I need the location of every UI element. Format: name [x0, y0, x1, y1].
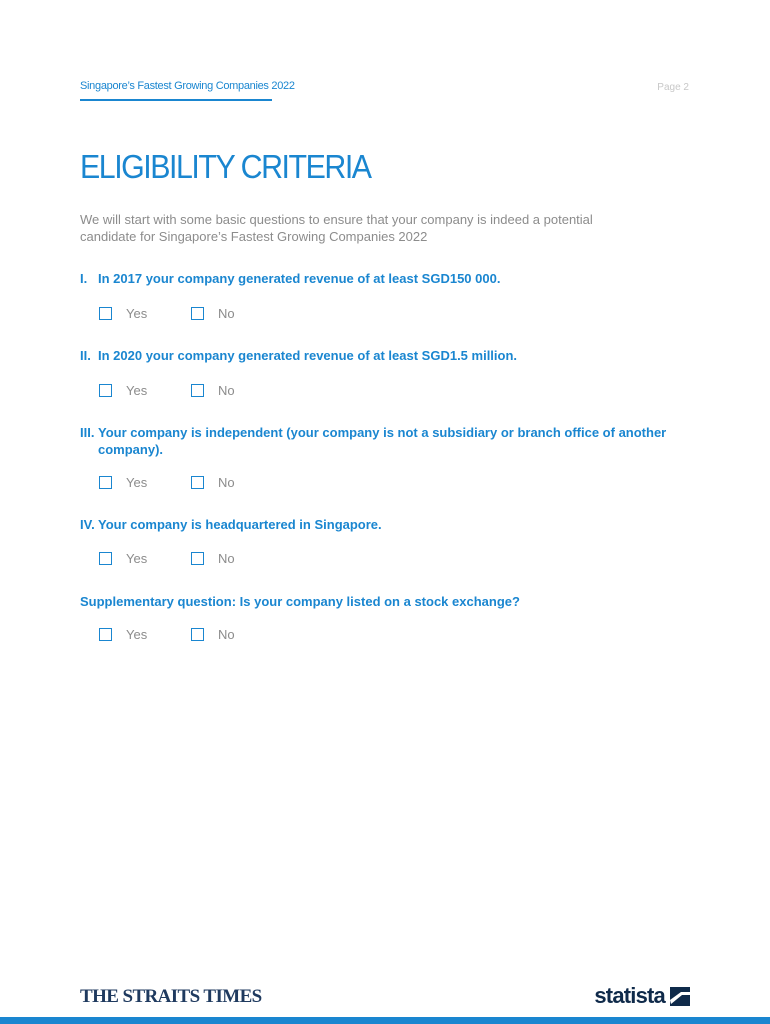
- option-label-yes: Yes: [126, 626, 148, 642]
- q2-no-option[interactable]: [191, 382, 235, 398]
- statista-logo: [594, 983, 690, 1009]
- q2-yes-option[interactable]: [99, 382, 147, 398]
- question-text: Your company is headquartered in Singapore.: [98, 517, 382, 532]
- question-text: Your company is independent (your company is not a subsidiary or branch office of another company).: [98, 425, 667, 457]
- question-2: [80, 347, 670, 364]
- option-label-yes: Yes: [126, 382, 148, 398]
- q1-yes-option[interactable]: [99, 305, 147, 321]
- option-label-no: No: [218, 550, 235, 566]
- option-label-yes: Yes: [126, 474, 148, 490]
- supplementary-question: [80, 593, 670, 610]
- q1-no-option[interactable]: [191, 305, 235, 321]
- question-number: III.: [80, 425, 95, 440]
- q2-no-checkbox[interactable]: [191, 384, 204, 397]
- q5-yes-option[interactable]: [99, 626, 147, 642]
- option-label-yes: Yes: [126, 550, 148, 566]
- q1-no-checkbox[interactable]: [191, 307, 204, 320]
- footer-accent-bar: [0, 1017, 770, 1024]
- q5-no-checkbox[interactable]: [191, 628, 204, 641]
- question-number: I.: [80, 271, 88, 286]
- option-label-yes: Yes: [126, 305, 148, 321]
- option-label-no: No: [218, 305, 235, 321]
- straits-times-logo: THE STRAITS TIMES: [80, 986, 262, 1007]
- page-number: Page 2: [657, 82, 689, 93]
- q4-no-option[interactable]: [191, 550, 235, 566]
- page-title: ELIGIBILITY CRITERIA: [80, 148, 371, 185]
- question-text: In 2017 your company generated revenue of at least SGD150 000.: [98, 271, 501, 286]
- q5-yes-checkbox[interactable]: [99, 628, 112, 641]
- question-4: [80, 516, 670, 533]
- q4-yes-checkbox[interactable]: [99, 552, 112, 565]
- header-underline: [80, 99, 272, 101]
- question-text: Supplementary question: Is your company listed on a stock exchange?: [80, 594, 520, 609]
- q3-yes-option[interactable]: [99, 474, 147, 490]
- header-title: Singapore’s Fastest Growing Companies 2022: [80, 80, 295, 92]
- q3-yes-checkbox[interactable]: [99, 476, 112, 489]
- intro-text: We will start with some basic questions to ensure that your company is indeed a potential candidate for Singapore’s Fastest Growing Companies 2022: [80, 212, 593, 244]
- option-label-no: No: [218, 382, 235, 398]
- question-1: [80, 270, 670, 287]
- question-3: [80, 424, 670, 458]
- question-number: IV.: [80, 517, 95, 532]
- statista-mark-icon: [670, 987, 690, 1006]
- q4-no-checkbox[interactable]: [191, 552, 204, 565]
- q2-yes-checkbox[interactable]: [99, 384, 112, 397]
- question-number: II.: [80, 348, 91, 363]
- q5-no-option[interactable]: [191, 626, 235, 642]
- page-header: [80, 80, 690, 102]
- question-text: In 2020 your company generated revenue of at least SGD1.5 million.: [98, 348, 518, 363]
- q3-no-option[interactable]: [191, 474, 235, 490]
- q1-yes-checkbox[interactable]: [99, 307, 112, 320]
- statista-wordmark: statista: [594, 983, 665, 1008]
- option-label-no: No: [218, 474, 235, 490]
- q4-yes-option[interactable]: [99, 550, 147, 566]
- option-label-no: No: [218, 626, 235, 642]
- q3-no-checkbox[interactable]: [191, 476, 204, 489]
